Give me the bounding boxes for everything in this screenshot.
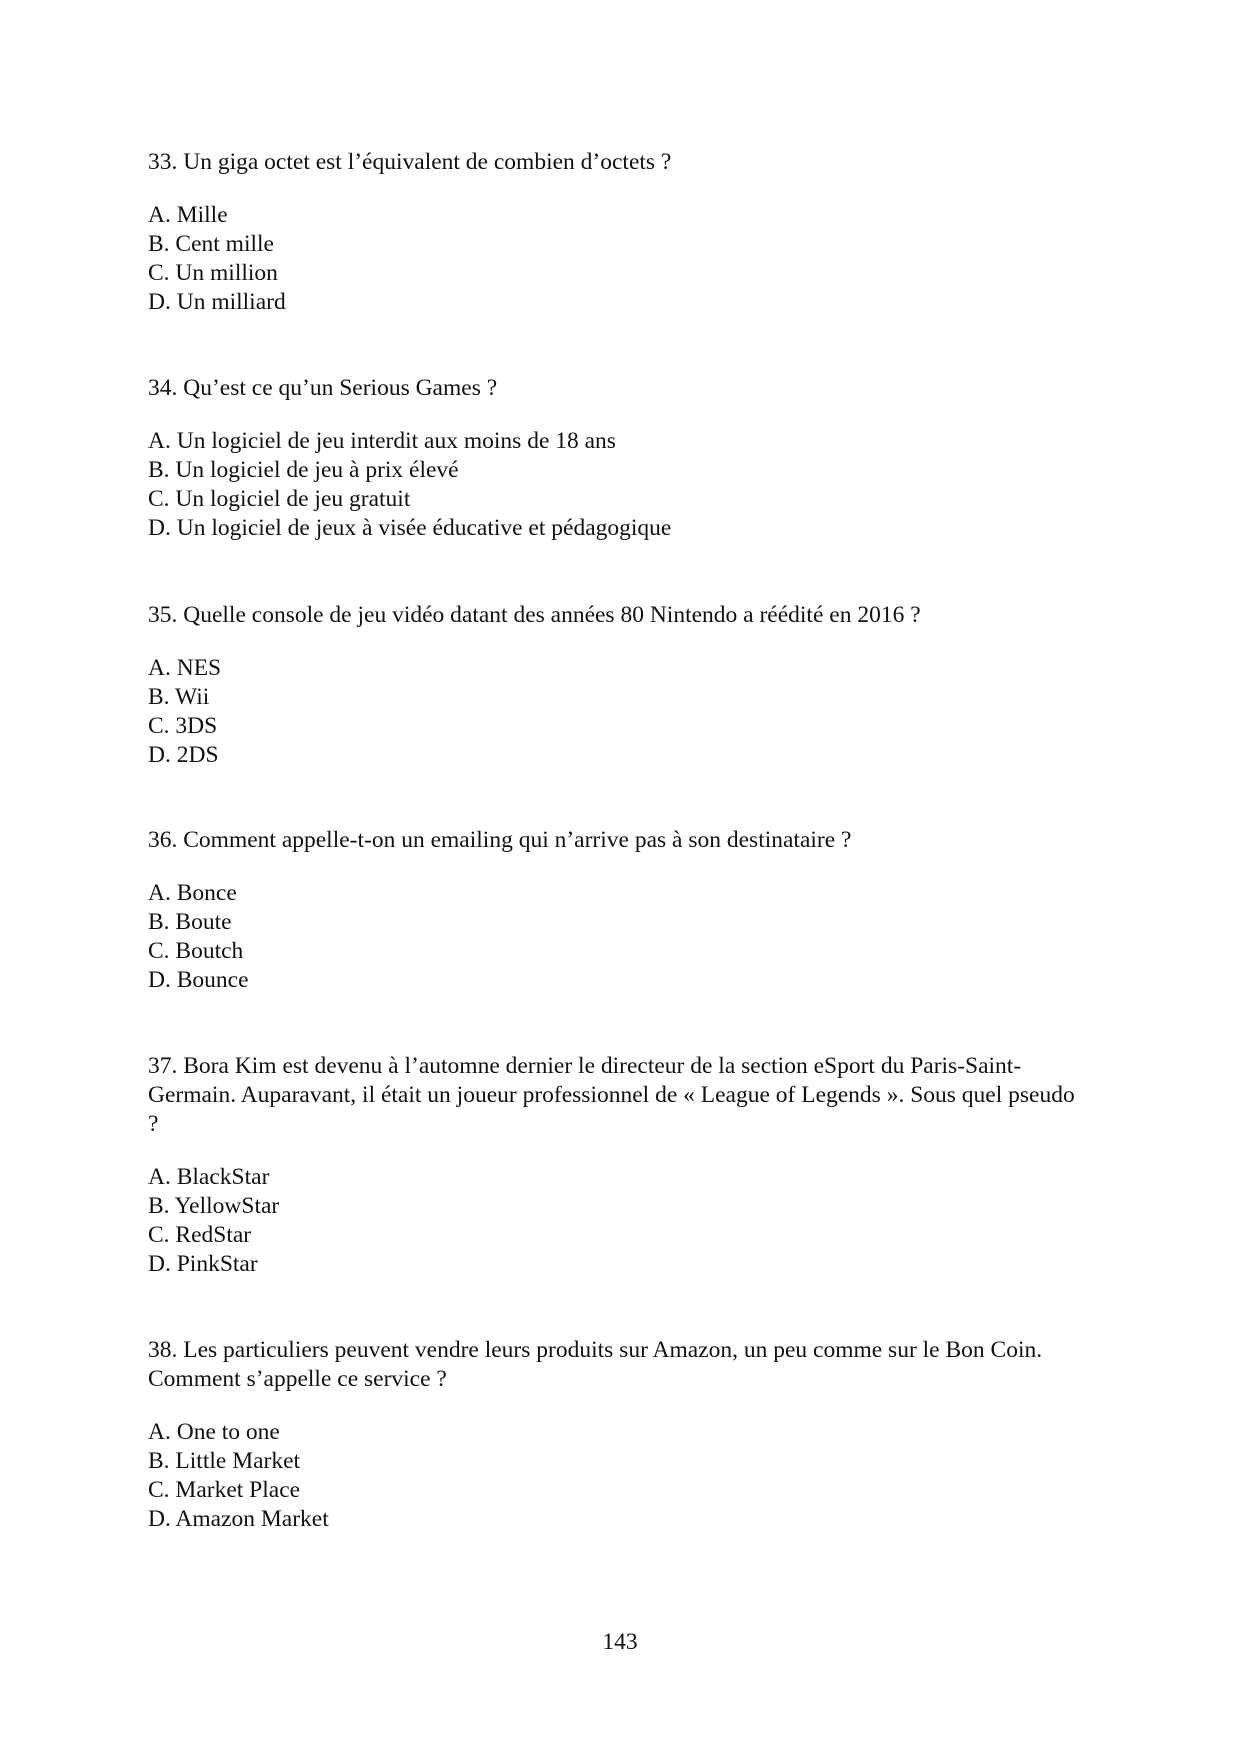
answer-option: B. YellowStar — [148, 1193, 280, 1219]
answer-option: D. Bounce — [148, 967, 249, 993]
answer-option: A. NES — [148, 655, 222, 681]
answer-options — [148, 427, 1088, 543]
question-text: 34. Qu’est ce qu’un Serious Games ? — [148, 375, 498, 401]
answer-option: C. Boutch — [148, 938, 244, 964]
question-text: 37. Bora Kim est devenu à l’automne dernier le directeur de la section eSport du Paris-Saint-Germain. Auparavant, il était un joueur professionnel de « League of Legends ». Sous quel pseudo ? — [148, 1053, 1075, 1137]
answer-options — [148, 654, 1088, 770]
answer-option: C. Un million — [148, 260, 278, 286]
question-text: 36. Comment appelle-t-on un emailing qui n’arrive pas à son destinataire ? — [148, 827, 852, 853]
answer-option: C. Un logiciel de jeu gratuit — [148, 486, 411, 512]
answer-option: D. Un milliard — [148, 289, 286, 315]
question-33 — [148, 148, 1088, 317]
answer-option: C. 3DS — [148, 713, 218, 739]
answer-options — [148, 1163, 1088, 1279]
answer-option: A. Bonce — [148, 880, 237, 906]
answer-option: C. Market Place — [148, 1477, 301, 1503]
answer-options — [148, 879, 1088, 995]
answer-option: B. Un logiciel de jeu à prix élevé — [148, 457, 459, 483]
answer-option: D. PinkStar — [148, 1251, 258, 1277]
answer-options — [148, 1418, 1088, 1534]
question-text: 33. Un giga octet est l’équivalent de combien d’octets ? — [148, 149, 672, 175]
answer-options — [148, 201, 1088, 317]
answer-option: D. 2DS — [148, 742, 219, 768]
answer-option: B. Wii — [148, 684, 210, 710]
answer-option: D. Amazon Market — [148, 1506, 329, 1532]
question-text: 35. Quelle console de jeu vidéo datant des années 80 Nintendo a réédité en 2016 ? — [148, 602, 921, 628]
answer-option: A. BlackStar — [148, 1164, 270, 1190]
answer-option: A. Un logiciel de jeu interdit aux moins de 18 ans — [148, 428, 616, 454]
question-36 — [148, 826, 1088, 995]
question-text: 38. Les particuliers peuvent vendre leurs produits sur Amazon, un peu comme sur le Bon Coin. Comment s’appelle ce service ? — [148, 1337, 1043, 1392]
question-34 — [148, 374, 1088, 543]
page-number: 143 — [602, 1629, 638, 1655]
answer-option: B. Boute — [148, 909, 232, 935]
answer-option: B. Cent mille — [148, 231, 274, 257]
answer-option: B. Little Market — [148, 1448, 301, 1474]
answer-option: D. Un logiciel de jeux à visée éducative et pédagogique — [148, 515, 672, 541]
question-38 — [148, 1336, 1088, 1534]
answer-option: C. RedStar — [148, 1222, 252, 1248]
question-35 — [148, 601, 1088, 770]
answer-option: A. Mille — [148, 202, 228, 228]
answer-option: A. One to one — [148, 1419, 280, 1445]
question-37 — [148, 1052, 1088, 1279]
